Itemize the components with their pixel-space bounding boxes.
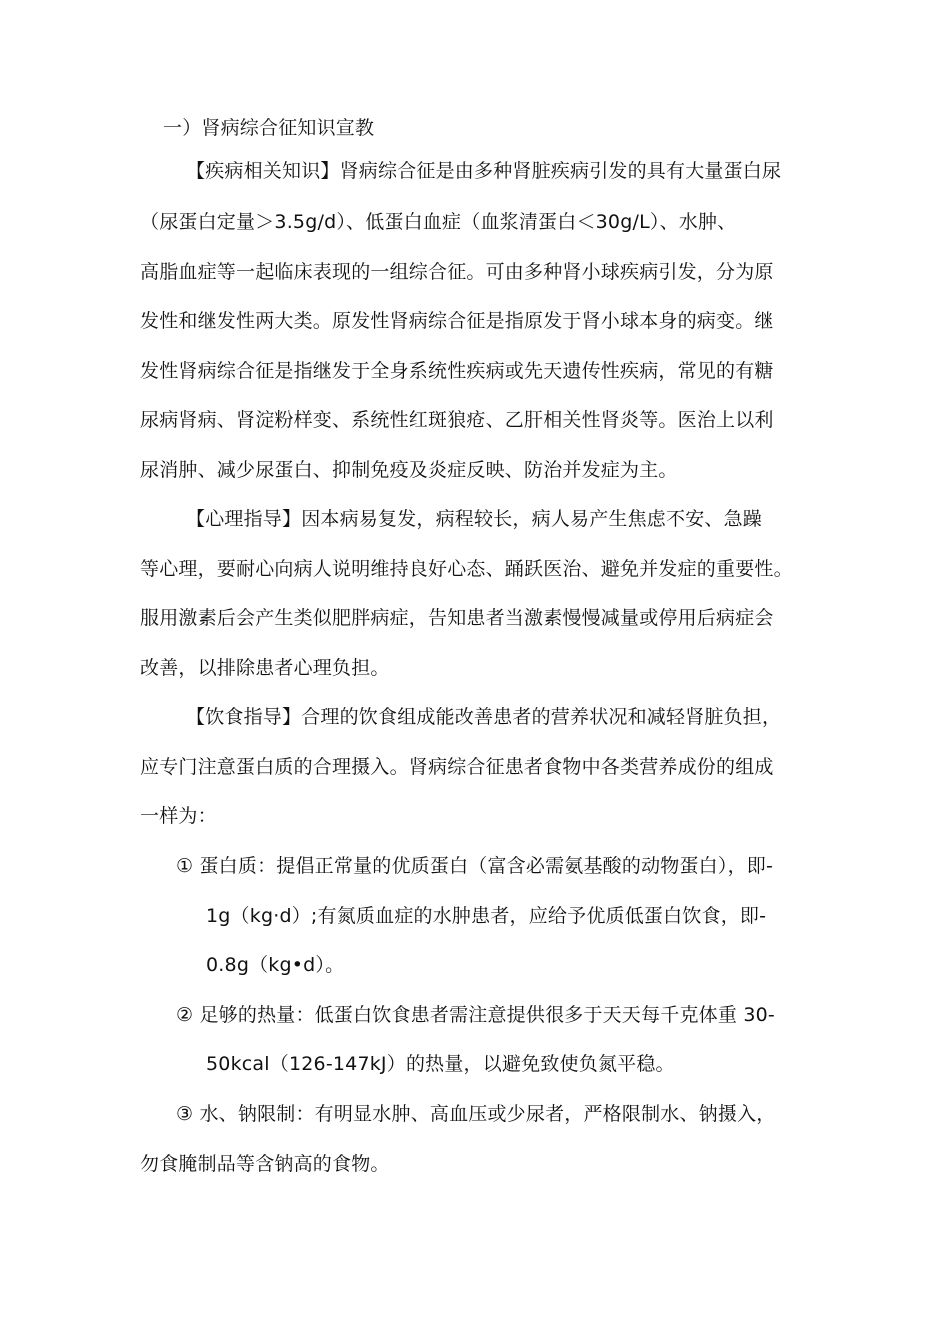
diet-line-3: 一样为： [140,805,217,827]
list-item-sodium-line-1: ③ 水、钠限制：有明显水肿、高血压或少尿者，严格限制水、钠摄入， [176,1103,776,1125]
list-item-protein-line-1: ① 蛋白质：提倡正常量的优质蛋白（富含必需氨基酸的动物蛋白），即- [176,855,774,877]
disease-line-1: 【疾病相关知识】肾病综合征是由多种肾脏疾病引发的具有大量蛋白尿 [186,160,782,182]
psych-line-3: 服用激素后会产生类似肥胖病症，告知患者当激素慢慢减量或停用后病症会 [140,607,774,629]
list-item-sodium-line-2: 勿食腌制品等含钠高的食物。 [140,1153,390,1175]
disease-line-2: （尿蛋白定量＞3.5g/d）、低蛋白血症（血浆清蛋白＜30g/L）、水肿、 [140,211,737,233]
list-item-protein-line-3: 0.8g（kg•d）。 [206,954,345,976]
psych-line-4: 改善，以排除患者心理负担。 [140,657,390,679]
disease-line-6: 尿病肾病、肾淀粉样变、系统性红斑狼疮、乙肝相关性肾炎等。医治上以利 [140,409,774,431]
disease-line-3: 高脂血症等一起临床表现的一组综合征。可由多种肾小球疾病引发，分为原 [140,261,774,283]
list-item-energy-line-1: ② 足够的热量：低蛋白饮食患者需注意提供很多于天天每千克体重 30- [176,1004,775,1026]
list-item-protein-line-2: 1g（kg·d）;有氮质血症的水肿患者，应给予优质低蛋白饮食，即- [206,905,767,927]
disease-line-7: 尿消肿、减少尿蛋白、抑制免疫及炎症反映、防治并发症为主。 [140,459,678,481]
list-item-energy-line-2: 50kcal（126-147kJ）的热量，以避免致使负氮平稳。 [206,1053,675,1075]
disease-line-5: 发性肾病综合征是指继发于全身系统性疾病或先天遗传性疾病，常见的有糖 [140,360,774,382]
psych-line-2: 等心理，要耐心向病人说明维持良好心态、踊跃医治、避免并发症的重要性。 [140,558,793,580]
section-heading: 一）肾病综合征知识宣教 [163,117,375,139]
disease-line-4: 发性和继发性两大类。原发性肾病综合征是指原发于肾小球本身的病变。继 [140,310,774,332]
diet-line-1: 【饮食指导】合理的饮食组成能改善患者的营养状况和减轻肾脏负担， [186,706,782,728]
diet-line-2: 应专门注意蛋白质的合理摄入。肾病综合征患者食物中各类营养成份的组成 [140,756,774,778]
psych-line-1: 【心理指导】因本病易复发，病程较长，病人易产生焦虑不安、急躁 [186,508,763,530]
